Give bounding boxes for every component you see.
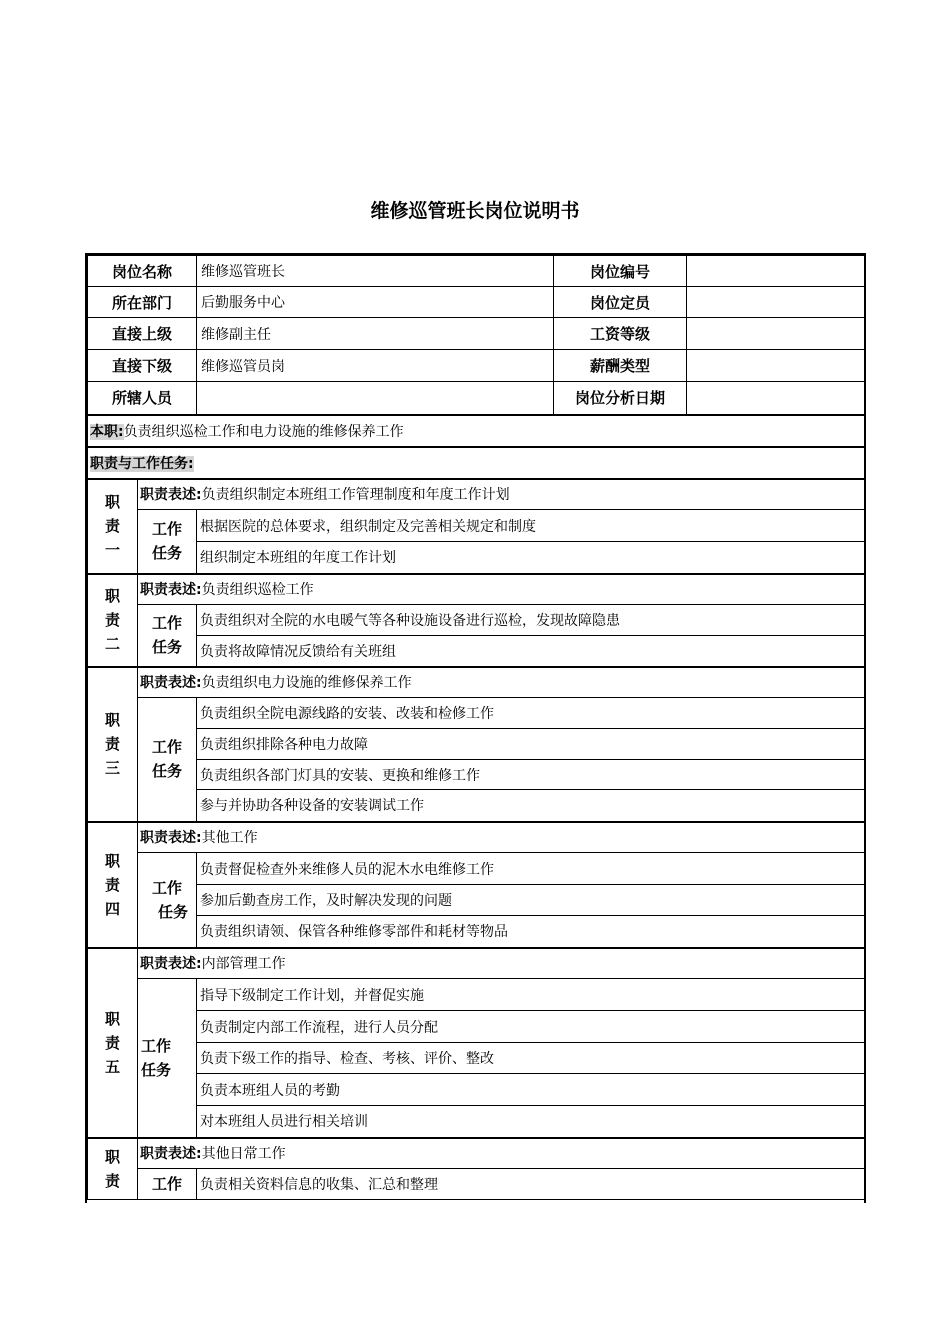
task-text-cell: 对本班组人员进行相关培训 xyxy=(197,1106,865,1138)
value-department: 后勤服务中心 xyxy=(197,287,554,318)
task-label-cell xyxy=(138,698,197,822)
task-text-cell: 参加后勤查房工作，及时解决发现的问题 xyxy=(197,885,865,916)
value-direct-subordinate: 维修巡管员岗 xyxy=(197,350,554,382)
task-row xyxy=(88,1043,865,1074)
task-row xyxy=(88,1106,865,1138)
duty-statement-row xyxy=(88,948,865,979)
task-text-cell: 负责本班组人员的考勤 xyxy=(197,1074,865,1106)
duty-statement-row xyxy=(88,667,865,698)
task-text-cell: 负责将故障情况反馈给有关班组 xyxy=(197,636,865,667)
task-label-text: 工作 xyxy=(141,1036,172,1055)
benzhi-row xyxy=(88,415,865,447)
duty-statement-text: 负责组织巡检工作 xyxy=(201,582,314,599)
header-row xyxy=(88,382,865,415)
task-label-cell xyxy=(138,853,197,948)
duty-statement-cell xyxy=(138,574,865,605)
duty-statement-text: 其他工作 xyxy=(201,830,258,847)
task-label-cell xyxy=(138,979,197,1138)
benzhi-label: 本职: xyxy=(90,423,124,440)
task-text-cell: 根据医院的总体要求，组织制定及完善相关规定和制度 xyxy=(197,510,865,542)
label-post-name: 岗位名称 xyxy=(88,256,197,287)
duty-name-char: 五 xyxy=(104,1057,120,1076)
duty-statement-label: 职责表述: xyxy=(140,1146,202,1163)
task-text-cell: 指导下级制定工作计划，并督促实施 xyxy=(197,979,865,1011)
task-label-cell xyxy=(138,605,197,667)
duty-name-cell xyxy=(88,948,138,1138)
duty-name-cell xyxy=(88,479,138,574)
task-row xyxy=(88,1169,865,1200)
task-row xyxy=(88,1011,865,1043)
duty-name-char: 职 xyxy=(104,1009,120,1028)
task-row xyxy=(88,542,865,574)
duty-name-cell xyxy=(88,667,138,822)
duty-statement-label: 职责表述: xyxy=(140,675,202,692)
value-direct-superior: 维修副主任 xyxy=(197,318,554,350)
benzhi-cell xyxy=(88,415,865,447)
duty-statement-text: 其他日常工作 xyxy=(201,1146,286,1163)
duty-statement-cell xyxy=(138,948,865,979)
task-label-cell xyxy=(138,510,197,574)
label-pay-type: 薪酬类型 xyxy=(554,350,687,382)
duty-statement-cell xyxy=(138,1138,865,1169)
task-label-text: 任务 xyxy=(152,638,183,657)
label-headcount: 岗位定员 xyxy=(554,287,687,318)
label-staff: 所辖人员 xyxy=(88,382,197,415)
duty-statement-text: 内部管理工作 xyxy=(201,956,286,973)
duty-statement-row xyxy=(88,574,865,605)
duty-name-char: 责 xyxy=(104,611,120,629)
task-label-text: 工作 xyxy=(152,738,183,757)
task-label-text: 工作 xyxy=(152,878,183,897)
duty-statement-text: 负责组织电力设施的维修保养工作 xyxy=(201,675,412,692)
header-row xyxy=(88,350,865,382)
duty-name-char: 职 xyxy=(104,587,120,605)
value-post-number xyxy=(687,256,865,287)
duty-statement-cell xyxy=(138,822,865,853)
header-row xyxy=(88,256,865,287)
duty-statement-cell xyxy=(138,479,865,510)
value-analysis-date xyxy=(687,382,865,415)
table xyxy=(87,255,865,1200)
duty-statement-row xyxy=(88,1138,865,1169)
duty-name-char: 责 xyxy=(104,735,120,753)
duty-name-cell xyxy=(88,1138,138,1200)
task-row xyxy=(88,853,865,885)
duty-name-char: 四 xyxy=(104,899,120,918)
task-row xyxy=(88,510,865,542)
task-label-cell xyxy=(138,1169,197,1200)
task-label-text: 工作 xyxy=(152,520,183,539)
task-text-cell: 负责督促检查外来维修人员的泥木水电维修工作 xyxy=(197,853,865,885)
task-label-text: 任务 xyxy=(141,1060,172,1079)
duty-name-cell xyxy=(88,574,138,667)
task-text-cell: 负责组织排除各种电力故障 xyxy=(197,729,865,760)
duty-statement-row xyxy=(88,479,865,510)
duty-name-char: 二 xyxy=(104,635,120,653)
duty-name-char: 责 xyxy=(104,517,120,535)
label-analysis-date: 岗位分析日期 xyxy=(554,382,687,415)
label-salary-grade: 工资等级 xyxy=(554,318,687,350)
task-text-cell: 参与并协助各种设备的安装调试工作 xyxy=(197,790,865,822)
duty-statement-row xyxy=(88,822,865,853)
task-row xyxy=(88,1074,865,1106)
task-label-text: 任务 xyxy=(152,544,183,563)
duty-statement-label: 职责表述: xyxy=(140,830,202,847)
duty-name-char: 责 xyxy=(104,1033,120,1052)
task-row xyxy=(88,605,865,636)
header-row xyxy=(88,287,865,318)
task-text-cell: 负责组织全院电源线路的安装、改装和检修工作 xyxy=(197,698,865,729)
duty-statement-label: 职责表述: xyxy=(140,956,202,973)
task-row xyxy=(88,916,865,948)
value-staff xyxy=(197,382,554,415)
task-text-cell: 负责相关资料信息的收集、汇总和整理 xyxy=(197,1169,865,1200)
task-row xyxy=(88,979,865,1011)
duty-name-char: 职 xyxy=(104,1147,120,1166)
duty-name-char: 责 xyxy=(104,875,120,894)
document-title: 维修巡管班长岗位说明书 xyxy=(370,200,580,222)
value-pay-type xyxy=(687,350,865,382)
task-text-cell: 负责制定内部工作流程，进行人员分配 xyxy=(197,1011,865,1043)
task-label-text: 任务 xyxy=(158,902,189,921)
task-row xyxy=(88,698,865,729)
task-label-text: 工作 xyxy=(152,1175,183,1193)
benzhi-text: 负责组织巡检工作和电力设施的维修保养工作 xyxy=(123,423,404,440)
job-description-table xyxy=(85,253,866,1203)
label-direct-superior: 直接上级 xyxy=(88,318,197,350)
task-label-text: 任务 xyxy=(152,762,183,781)
duty-name-char: 职 xyxy=(104,851,120,870)
task-text-cell: 负责组织各部门灯具的安装、更换和维修工作 xyxy=(197,760,865,790)
duty-statement-cell xyxy=(138,667,865,698)
label-direct-subordinate: 直接下级 xyxy=(88,350,197,382)
label-post-number: 岗位编号 xyxy=(554,256,687,287)
task-text-cell: 负责组织请领、保管各种维修零部件和耗材等物品 xyxy=(197,916,865,948)
section-cell xyxy=(88,447,865,479)
header-row xyxy=(88,318,865,350)
section-row xyxy=(88,447,865,479)
duty-name-char: 一 xyxy=(104,541,120,559)
duty-name-char: 责 xyxy=(104,1171,120,1190)
task-text-cell: 负责下级工作的指导、检查、考核、评价、整改 xyxy=(197,1043,865,1074)
task-row xyxy=(88,885,865,916)
section-label: 职责与工作任务: xyxy=(90,455,194,472)
duty-name-cell xyxy=(88,822,138,948)
task-text-cell: 组织制定本班组的年度工作计划 xyxy=(197,542,865,574)
value-headcount xyxy=(687,287,865,318)
duty-statement-label: 职责表述: xyxy=(140,487,202,504)
task-row xyxy=(88,760,865,790)
label-department: 所在部门 xyxy=(88,287,197,318)
task-row xyxy=(88,790,865,822)
task-row xyxy=(88,729,865,760)
duty-statement-text: 负责组织制定本班组工作管理制度和年度工作计划 xyxy=(201,487,510,504)
duty-statement-label: 职责表述: xyxy=(140,582,202,599)
duty-name-char: 三 xyxy=(104,759,120,777)
value-salary-grade xyxy=(687,318,865,350)
duty-name-char: 职 xyxy=(104,493,120,511)
task-label-text: 工作 xyxy=(152,614,183,633)
task-text-cell: 负责组织对全院的水电暖气等各种设施设备进行巡检，发现故障隐患 xyxy=(197,605,865,636)
value-post-name: 维修巡管班长 xyxy=(197,256,554,287)
duty-name-char: 职 xyxy=(104,711,120,729)
task-row xyxy=(88,636,865,667)
